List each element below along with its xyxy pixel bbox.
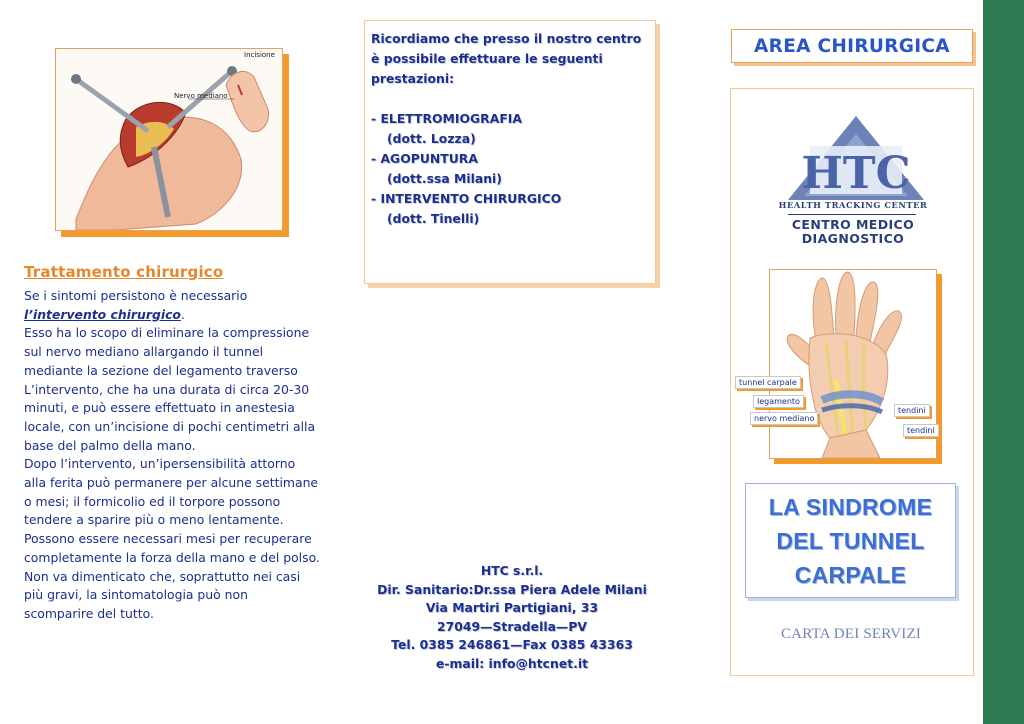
company-name: HTC s.r.l. — [480, 563, 544, 578]
logo-name — [776, 218, 930, 246]
brochure-title — [745, 483, 956, 598]
service-doctor: (dott.ssa Milani) — [387, 171, 502, 186]
service-item: - AGOPUNTURA — [371, 151, 478, 166]
hand-surgery-icon — [56, 49, 282, 230]
paragraph-5: Non va dimenticato che, soprattutto nei casi più gravi, la sintomatologia può non scomparire del tutto. — [24, 568, 301, 621]
title-line-2: DEL TUNNEL — [776, 527, 925, 554]
logo-tagline: HEALTH TRACKING CENTER — [778, 200, 928, 210]
surgical-treatment-text — [24, 287, 320, 624]
callout-ligament: legamento — [753, 395, 804, 408]
logo-name-line-2: DIAGNOSTICO — [801, 231, 905, 246]
logo-monogram: HTC — [801, 148, 911, 199]
paragraph-2: Esso ha lo scopo di eliminare la compressione sul nervo mediano allargando il tunnel mediante la sezione del legamento traverso — [24, 325, 310, 378]
street-address: Via Martiri Partigiani, 33 — [425, 600, 599, 616]
callout-carpal-tunnel: tunnel carpale — [735, 376, 801, 389]
service-doctor: (dott. Lozza) — [387, 131, 476, 146]
logo-divider — [788, 214, 916, 215]
paragraph-1 — [24, 287, 320, 324]
services-box — [364, 20, 656, 284]
city-address: 27049—Stradella—PV — [436, 618, 587, 634]
services-intro-3: prestazioni: — [371, 71, 455, 86]
paragraph-3: L’intervento, che ha una durata di circa 20-30 minuti, e può essere effettuato in anestesia locale, con un’incisione di pochi centimetri alla base del palmo della mano. — [24, 381, 316, 453]
logo-name-line-1: CENTRO MEDICO — [791, 217, 915, 232]
service-item: - ELETTROMIOGRAFIA — [371, 111, 522, 126]
service-item: - INTERVENTO CHIRURGICO — [371, 191, 562, 206]
paragraph-1-end: . — [180, 306, 185, 322]
medical-director: Dir. Sanitario:Dr.ssa Piera Adele Milani — [377, 581, 647, 597]
callout-tendons-1: tendini — [894, 404, 930, 417]
title-line-3: CARPALE — [794, 561, 907, 588]
services-intro-2: è possibile effettuare le seguenti — [371, 51, 603, 66]
brochure-subtitle: CARTA DEI SERVIZI — [780, 626, 922, 642]
email-address: e-mail: info@htcnet.it — [435, 655, 589, 671]
incision-label: Incisione — [244, 51, 275, 59]
phone-fax: Tel. 0385 246861—Fax 0385 43363 — [391, 637, 633, 653]
paragraph-1-text: Se i sintomi persistono è necessario — [24, 288, 248, 303]
paragraph-1-emphasis: l’intervento chirurgico — [24, 306, 181, 322]
services-intro-1: Ricordiamo che presso il nostro centro — [371, 31, 642, 46]
callout-tendons-2: tendini — [903, 424, 939, 437]
contact-block — [364, 562, 660, 674]
median-nerve-label: Nervo mediano — [174, 92, 228, 100]
surgical-treatment-heading: Trattamento chirurgico — [24, 263, 224, 281]
paragraph-4: Dopo l’intervento, un’ipersensibilità attorno alla ferita può permanere per alcune settimane o mesi; il formicolio ed il torpore possono tendere a sparire più o meno lentamente. Possono essere necessari mesi per recuperare completamente la forza della mano e del polso. — [24, 456, 320, 565]
callout-median-nerve: nervo mediano — [750, 412, 818, 425]
title-line-1: LA SINDROME — [768, 493, 933, 520]
surgery-illustration — [55, 48, 283, 231]
area-title: AREA CHIRURGICA — [731, 29, 973, 63]
green-side-band — [983, 0, 1024, 724]
service-doctor: (dott. Tinelli) — [387, 211, 480, 226]
